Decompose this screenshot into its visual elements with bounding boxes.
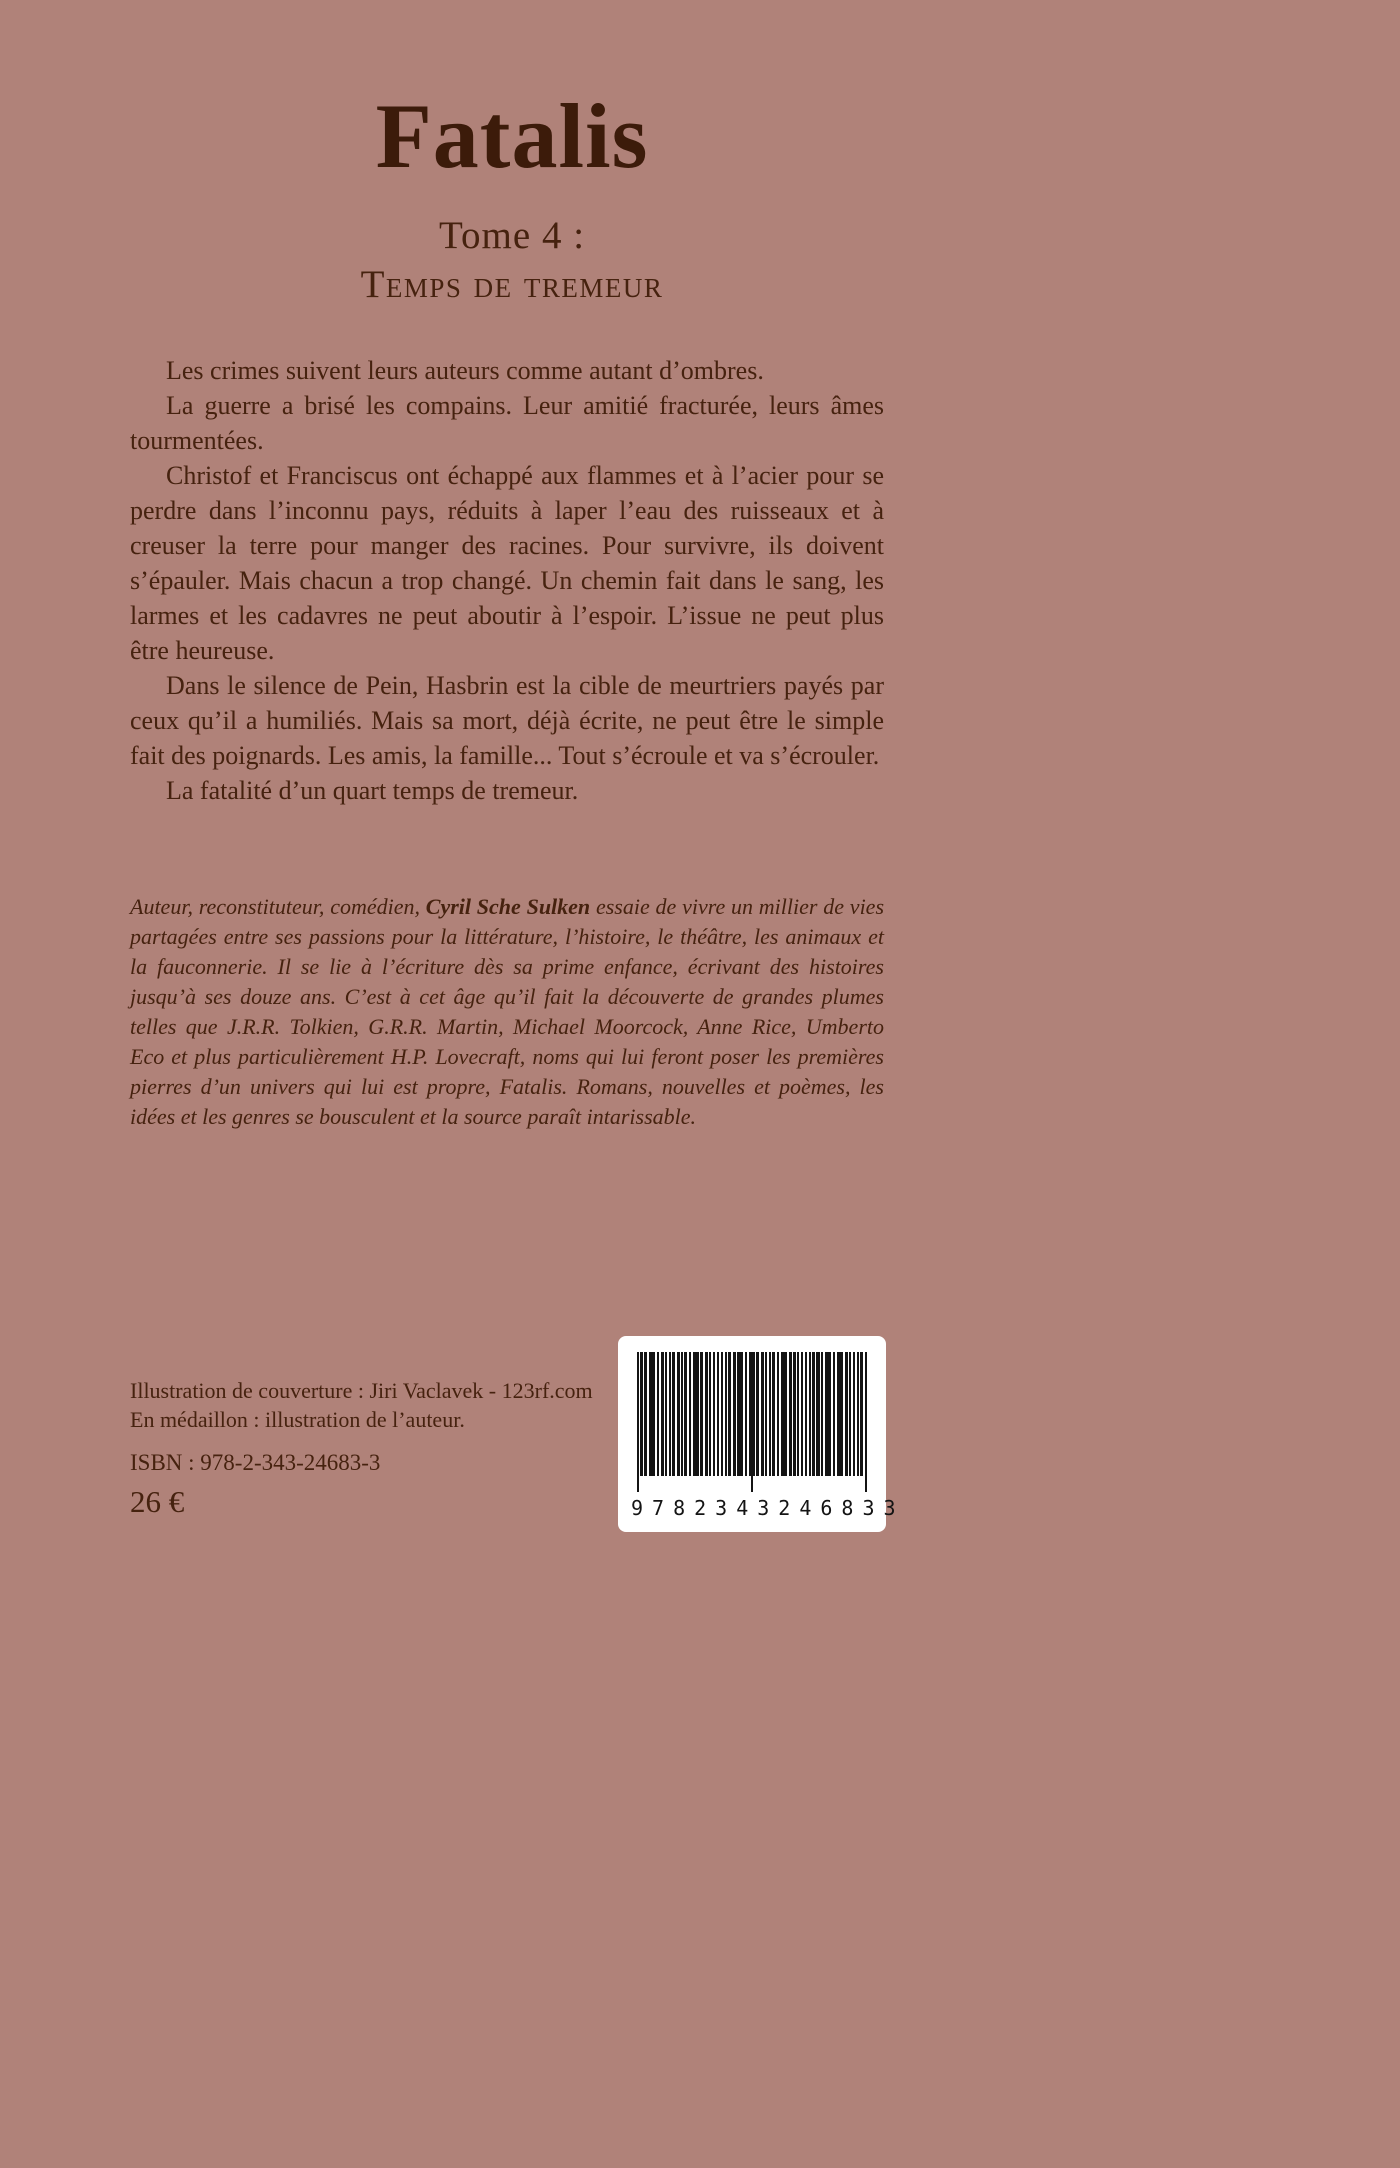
author-name: Cyril Sche Sulken — [425, 894, 591, 920]
medallion-credit: En médaillon : illustration de l’auteur. — [130, 1407, 465, 1432]
volume-label: Tome 4 : — [438, 214, 586, 258]
synopsis — [0, 353, 1024, 808]
author-bio — [0, 892, 1024, 1132]
price: 26 € — [130, 1484, 185, 1519]
bio-text-before: Auteur, reconstituteur, comédien, — [130, 894, 426, 920]
barcode — [618, 1336, 905, 1532]
synopsis-paragraph: La fatalité d’un quart temps de tremeur. — [166, 776, 579, 806]
bio-text-after: essaie de vivre un millier de vies partagées entre ses passions pour la littérature, l’histoire, le théâtre, les animaux et la fauconnerie. Il se lie à l’écriture dès sa prime enfance, écrivant des histoires jusqu’à ses douze ans. C’est à cet âge qu’il fait la découverte de grandes plumes telles que J.R.R. Tolkien, G.R.R. Martin, Michael Moorcock, Anne Rice, Umberto Eco et plus particulièrement H.P. Lovecraft, noms qui lui feront poser les premières pierres d’un univers qui lui est propre, Fatalis. Romans, nouvelles et poèmes, les idées et les genres se bousculent et la source paraît intarissable. — [130, 894, 885, 1130]
book-title: Fatalis — [375, 85, 649, 187]
barcode-guard-left — [637, 1352, 639, 1492]
synopsis-paragraph: Les crimes suivent leurs auteurs comme autant d’ombres. — [166, 356, 764, 386]
barcode-number: 9782343246833 — [631, 1496, 905, 1520]
synopsis-paragraph: La guerre a brisé les compains. Leur amitié fracturée, leurs âmes tourmentées. — [130, 391, 884, 456]
synopsis-paragraph: Dans le silence de Pein, Hasbrin est la cible de meurtriers payés par ceux qu’il a humiliés. Mais sa mort, déjà écrite, ne peut être le simple fait des poignards. Les amis, la famille... Tout s’écroule et va s’écrouler. — [130, 671, 884, 771]
barcode-guard-center — [751, 1352, 753, 1492]
cover-credits — [130, 1376, 593, 1434]
synopsis-paragraph: Christof et Franciscus ont échappé aux flammes et à l’acier pour se perdre dans l’inconnu pays, réduits à laper l’eau des ruisseaux et à creuser la terre pour manger des racines. Pour survivre, ils doivent s’épauler. Mais chacun a trop changé. Un chemin fait dans le sang, les larmes et les cadavres ne peut aboutir à l’espoir. L’issue ne peut plus être heureuse. — [130, 461, 884, 666]
barcode-bars — [631, 1352, 873, 1492]
book-subtitle: Temps de tremeur — [360, 263, 664, 307]
illustration-credit: Illustration de couverture : Jiri Vaclavek - 123rf.com — [130, 1378, 593, 1403]
isbn: ISBN : 978-2-343-24683-3 — [130, 1450, 381, 1475]
barcode-guard-right — [865, 1352, 867, 1492]
